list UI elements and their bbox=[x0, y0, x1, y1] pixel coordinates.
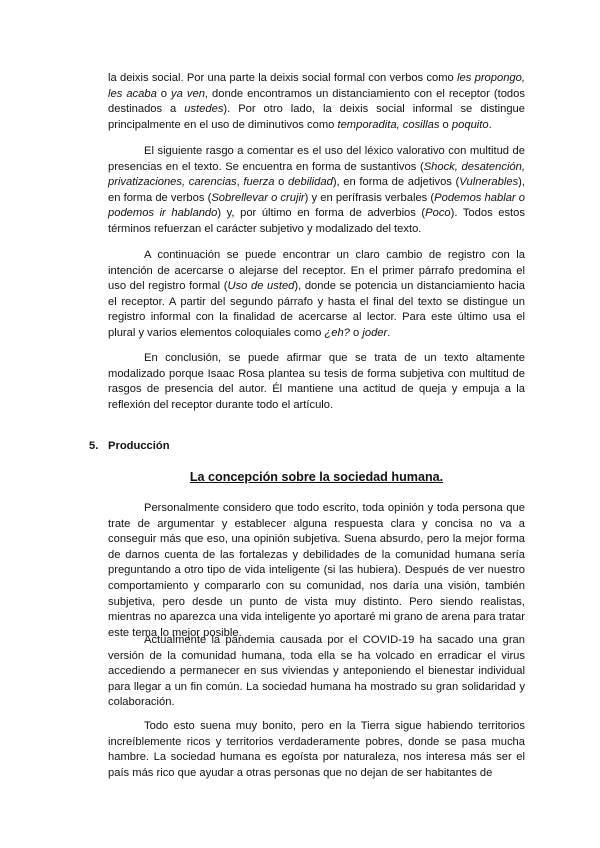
paragraph-pandemia: Actualmente la pandemia causada por el COVID-19 ha sacado una gran versión de la comunidad humana, toda ella se ha volcado en erradicar el virus accediendo a permanecer en sus viviendas y anteponiendo el bienestar individual para llegar a un fin común. La sociedad humana ha mostrado su gran solidaridad y colaboración. bbox=[108, 634, 525, 709]
section-heading-text: Producción bbox=[108, 440, 170, 452]
paragraph-registro: A continuación se puede encontrar un claro cambio de registro con la intención de acercarse o alejarse del receptor. En el primer párrafo predomina el uso del registro formal (Uso de usted), donde se potencia un distanciamiento hacia el receptor. A partir del segundo párrafo y hasta el final del texto se distingue un registro informal con la finalidad de acercarse al lector. Para este último usa el plural y varios elementos coloquiales como ¿eh? o joder. bbox=[108, 249, 525, 339]
paragraph-opinion: Personalmente considero que todo escrito, toda opinión y toda persona que trate de argumentar y establecer alguna respuesta clara y concisa no va a conseguir más que eso, una opinión subjetiva. Suena absurdo, pero la mejor forma de darnos cuenta de las fortalezas y debilidades de la comunidad humana sería preguntando a otro tipo de vida inteligente (si las hubiera). Después de ver nuestro comportamiento y compararlo con su comunidad, nos daría una visión, también subjetiva, pero desde un punto de vista muy distinto. Pero siendo realistas, mientras no aparezca una vida inteligente yo aportaré mi grano de arena para tratar este tema lo mejor posible. bbox=[108, 502, 525, 639]
paragraph-lexico-valorativo: El siguiente rasgo a comentar es el uso del léxico valorativo con multitud de presencias en el texto. Se encuentra en forma de sustantivos (Shock, desatención, privatizaciones, carencias, fuerza o debilidad), en forma de adjetivos (Vulnerables), en forma de verbos (Sobrellevar o crujir) y en perífrasis verbales (Podemos hablar o podemos ir hablando) y, por último en forma de adverbios (Poco). Todos estos términos refuerzan el carácter subjetivo y modalizado del texto. bbox=[108, 145, 526, 235]
paragraph-conclusion: En conclusión, se puede afirmar que se trata de un texto altamente modalizado porque Isaac Rosa plantea su tesis de forma subjetiva con multitud de rasgos de presencia del autor. Él mantiene una actitud de queja y empuja a la reflexión del receptor durante todo el artículo. bbox=[108, 352, 525, 411]
paragraph-territorios: Todo esto suena muy bonito, pero en la Tierra sigue habiendo territorios increíblemente ricos y territorios verdaderamente pobres, donde se pasa mucha hambre. La sociedad humana es egoísta por naturaleza, nos interesa más ser el país más rico que ayudar a otras personas que no dejan de ser habitantes de bbox=[108, 720, 525, 779]
paragraph-deixis: la deixis social. Por una parte la deixis social formal con verbos como les propongo, les acaba o ya ven, donde encontramos un distanciamiento con el receptor (todos destinados a ustedes). Por otro lado, la deixis social informal se distingue principalmente en el uso de diminutivos como temporadita, cosillas o poquito. bbox=[108, 72, 525, 131]
section-number: 5. bbox=[89, 440, 99, 452]
section-heading bbox=[89, 439, 170, 455]
essay-title: La concepción sobre la sociedad humana. bbox=[189, 470, 444, 484]
